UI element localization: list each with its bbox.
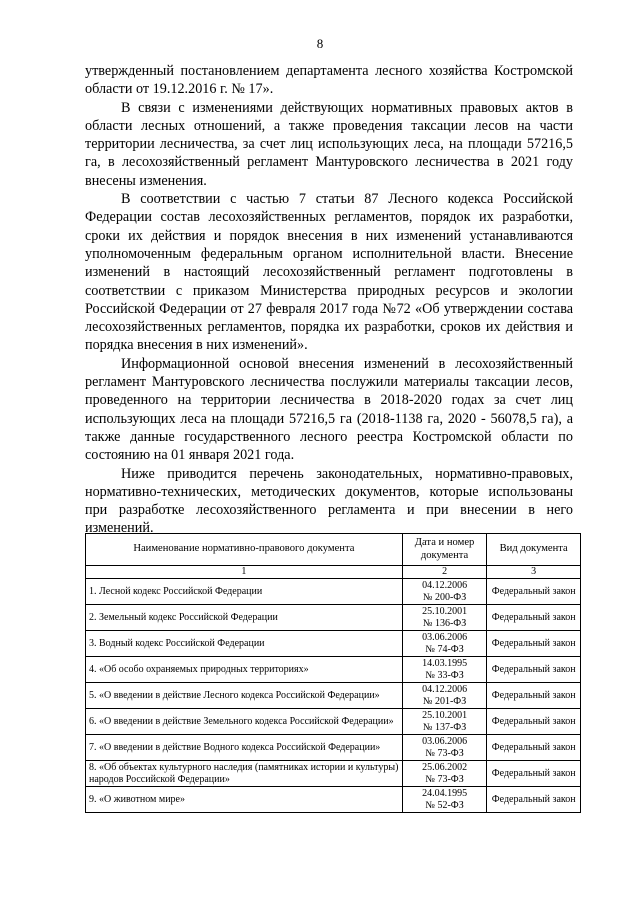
document-kind: Федеральный закон — [487, 709, 581, 735]
document-date: 25.10.2001 — [422, 605, 468, 617]
page-number: 8 — [316, 36, 324, 51]
document-date: 04.12.2006 — [422, 579, 468, 591]
document-number: № 74-ФЗ — [425, 643, 464, 655]
document-kind: Федеральный закон — [487, 605, 581, 631]
document-name: 5. «О введении в действие Лесного кодекса Российской Федерации» — [86, 683, 403, 709]
paragraph: утвержденный постановлением департамента лесного хозяйства Костромской области от 19.12.2016 г. № 17». — [85, 63, 573, 98]
header-date-number: Дата и номер документа — [402, 534, 487, 566]
table-row — [86, 605, 581, 631]
document-date: 25.06.2002 — [422, 761, 468, 773]
document-date: 03.06.2006 — [422, 631, 468, 643]
document-date: 04.12.2006 — [422, 683, 468, 695]
document-name: 3. Водный кодекс Российской Федерации — [86, 631, 403, 657]
document-date-number — [402, 761, 487, 787]
paragraph: В связи с изменениями действующих нормативных правовых актов в области лесных отношений, а также проведения таксации лесов на части территории лесничества, за счет лиц использующих леса, на площади 57216,5 га, в лесохозяйственный регламент Мантуровского лесничества в 2021 году внесены изменения. — [85, 99, 573, 189]
document-date-number — [402, 683, 487, 709]
column-number: 3 — [487, 566, 581, 579]
document-date-number — [402, 709, 487, 735]
table-row — [86, 657, 581, 683]
table-row — [86, 709, 581, 735]
document-date-number — [402, 579, 487, 605]
table-row — [86, 631, 581, 657]
document-number: № 201-ФЗ — [422, 695, 467, 707]
document-name: 9. «О животном мире» — [86, 787, 403, 813]
table-row — [86, 761, 581, 787]
paragraph: Ниже приводится перечень законодательных, нормативно-правовых, нормативно-технических, методических документов, которые использованы при разработке лесохозяйственного регламента и при внесении в него изменений. — [85, 465, 573, 537]
paragraph: Информационной основой внесения изменений в лесохозяйственный регламент Мантуровского лесничества послужили материалы таксации лесов, проведенного на территории лесничества в 2018-2020 годах за счет лиц использующих леса на площади 57216,5 га (2018-1138 га, 2020 - 56078,5 га), а также данные государственного лесного реестра Костромской области по состоянию на 01 января 2021 года. — [85, 355, 573, 464]
document-number: № 137-ФЗ — [422, 721, 467, 733]
table-row — [86, 579, 581, 605]
document-name: 1. Лесной кодекс Российской Федерации — [86, 579, 403, 605]
document-name: 7. «О введении в действие Водного кодекса Российской Федерации» — [86, 735, 403, 761]
documents-table — [85, 533, 581, 813]
document-name: 6. «О введении в действие Земельного кодекса Российской Федерации» — [86, 709, 403, 735]
document-kind: Федеральный закон — [487, 579, 581, 605]
document-date-number — [402, 657, 487, 683]
document-date-number — [402, 735, 487, 761]
table-row — [86, 735, 581, 761]
document-kind: Федеральный закон — [487, 735, 581, 761]
document-date: 03.06.2006 — [422, 735, 468, 747]
document-date: 24.04.1995 — [422, 787, 468, 799]
table-header-row — [86, 534, 581, 566]
column-numbers-row — [86, 566, 581, 579]
document-date: 14.03.1995 — [422, 657, 468, 669]
document-kind: Федеральный закон — [487, 787, 581, 813]
document-number: № 33-ФЗ — [425, 669, 464, 681]
document-date-number — [402, 787, 487, 813]
document-kind: Федеральный закон — [487, 631, 581, 657]
document-number: № 73-ФЗ — [425, 773, 464, 785]
header-document-kind: Вид документа — [487, 534, 581, 566]
document-number: № 136-ФЗ — [422, 617, 467, 629]
document-number: № 73-ФЗ — [425, 747, 464, 759]
document-date-number — [402, 631, 487, 657]
document-date: 25.10.2001 — [422, 709, 468, 721]
document-kind: Федеральный закон — [487, 761, 581, 787]
document-number: № 52-ФЗ — [425, 799, 464, 811]
table-row — [86, 787, 581, 813]
document-kind: Федеральный закон — [487, 657, 581, 683]
header-document-name: Наименование нормативно-правового документа — [86, 534, 403, 566]
column-number: 2 — [402, 566, 487, 579]
paragraph: В соответствии с частью 7 статьи 87 Лесного кодекса Российской Федерации состав лесохозяйственных регламентов, порядок их разработки, сроки их действия и порядок внесения в них изменений устанавливаются уполномоченным федеральным органом исполнительной власти. Внесение изменений в настоящий лесохозяйственный регламент подготовлены в соответствии с приказом Министерства природных ресурсов и экологии Российской Федерации от 27 февраля 2017 года №72 «Об утверждении состава лесохозяйственных регламентов, порядка их разработки, сроков их действия и порядка внесения в них изменений». — [85, 191, 573, 354]
document-name: 8. «Об объектах культурного наследия (памятниках истории и культуры) народов Российской Федерации» — [86, 761, 403, 787]
table-row — [86, 683, 581, 709]
document-number: № 200-ФЗ — [422, 591, 467, 603]
document-date-number — [402, 605, 487, 631]
document-name: 2. Земельный кодекс Российской Федерации — [86, 605, 403, 631]
body-text — [85, 62, 573, 538]
document-kind: Федеральный закон — [487, 683, 581, 709]
document-name: 4. «Об особо охраняемых природных территориях» — [86, 657, 403, 683]
column-number: 1 — [86, 566, 403, 579]
